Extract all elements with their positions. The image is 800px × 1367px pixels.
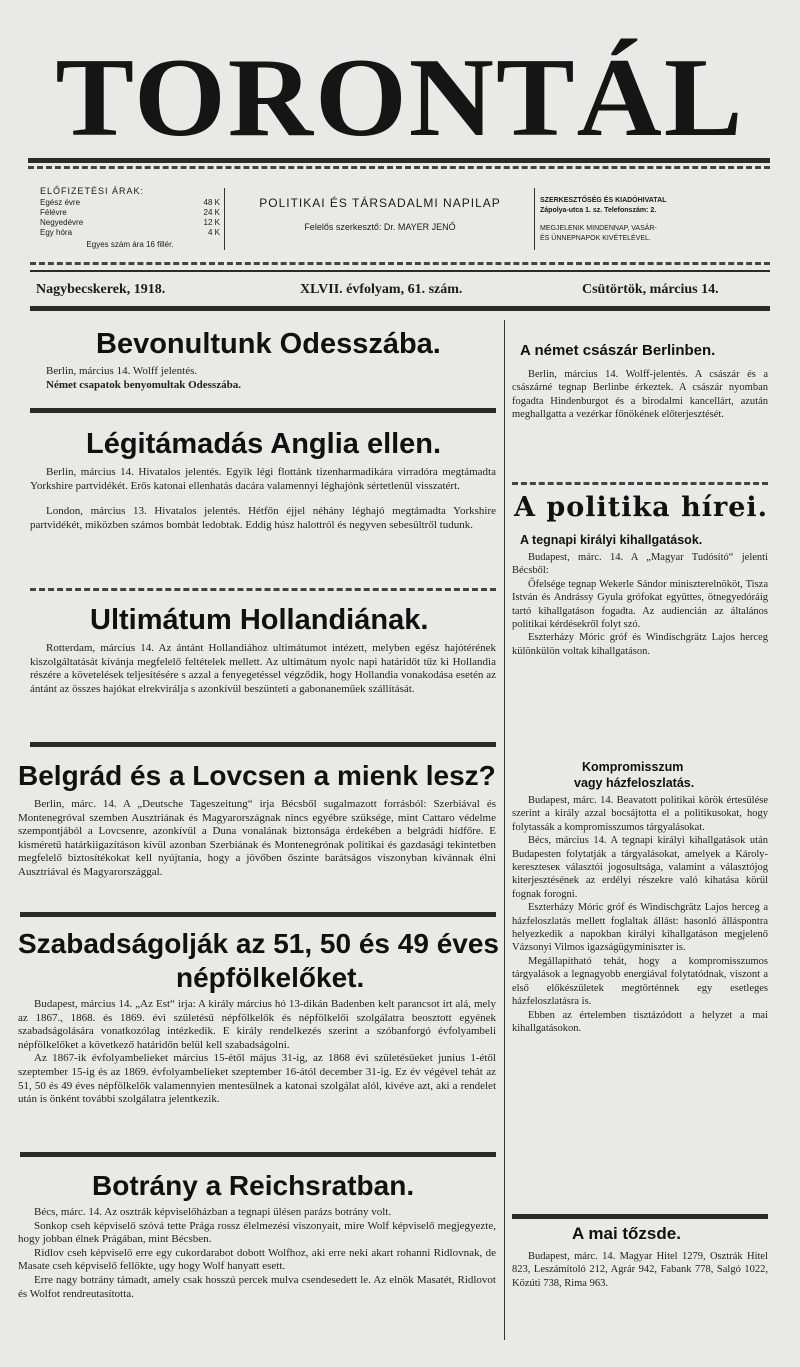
article-paragraph: Őfelsége tegnap Wekerle Sándor miniszterelnököt, Tisza István és Andrássy Gyula grófokat együttes, ötnegyedóráig tartó kihallgatáson fogadta. Az audiencián az általános politikai kérdésekről folyt szó. <box>512 578 768 631</box>
headline-ultimatum: Ultimátum Hollandiának. <box>90 604 429 636</box>
price-row <box>40 228 220 238</box>
article-paragraph: Budapest, márc. 14. Magyar Hitel 1279, Osztrák Hitel 823, Leszámítoló 212, Agrár 942, Fabank 778, Salgó 1022, Közúti 738, Rima 963. <box>512 1251 768 1289</box>
dateline-rule-bottom <box>30 306 770 311</box>
article-paragraph: Rotterdam, március 14. Az ántánt Hollandiához ultimátumot intézett, melyben egész hajótérének kiszolgáltatását kívánja megfelelő feltételek mellett. Az ultimátum nyolc napi határidőt tűz ki Hollandia részére a követelések teljesítésére s azzal a fenyegetéssel végződik, hogy Hollandia vonakodása esetén az ántánt az összes hajókat elrekvirálja s azonkívül beszünteti a gabonaneműek szállítását. <box>30 642 496 695</box>
dateline-day: Csütörtök, március 14. <box>582 282 719 297</box>
header-divider <box>534 188 535 250</box>
prices-title: ELŐFIZETÉSI ÁRAK: <box>40 186 145 196</box>
headline-audiences: A tegnapi királyi kihallgatások. <box>520 533 703 547</box>
article-paragraph: Ebben az értelemben tisztázódott a helyzet a mai kihallgatásokon. <box>512 1009 768 1034</box>
section-title-politics: A politika hírei. <box>514 492 769 523</box>
price-row <box>40 218 220 228</box>
office-address: Zápolya-utca 1. sz. Telefonszám: 2. <box>540 207 657 214</box>
column-divider <box>504 320 505 1340</box>
article-paragraph: Német csapatok benyomultak Odesszába. <box>46 378 241 391</box>
header-divider <box>224 188 225 250</box>
headline-kaiser: A német császár Berlinben. <box>520 342 716 359</box>
price-value: 48 K <box>203 198 220 207</box>
appears-line: MEGJELENIK MINDENNAP, VASÁR- <box>540 225 657 232</box>
article-compromise <box>512 794 768 1035</box>
article-odessa <box>46 365 496 392</box>
article-paragraph: Budapest, március 14. „Az Est“ irja: A király március hó 13-dikán Badenben kelt parancsot írt alá, mely az 1867., 1868. és 1869. évi születésű népfölkelők és népfölkelői szolgálatra beosztott egyének szabadságolására vonatkozólag intézkedik. E király rendelkezés szerint a szóbanforgó évfolyambeli népfölkelőket a következő határidőn belül kell szabadságolni. <box>18 998 496 1051</box>
section-rule <box>20 912 496 917</box>
article-paragraph: Megállapítható tehát, hogy a kompromisszumos tárgyalások a legnagyobb energiával folytatódnak, viszont a első előkészületek megtörténnek egy esetleges házfeloszlatásra is. <box>512 955 768 1008</box>
article-paragraph: Eszterházy Móric gróf és Windischgrätz Lajos herceg különkülön voltak kihallgatáson. <box>512 632 768 657</box>
headline-landstorm-line2: népfölkelőket. <box>176 962 365 993</box>
article-paragraph: Eszterházy Móric gróf és Windischgrätz Lajos herceg a házfeloszlatás mellett foglaltak állást: hasonló álláspontra helyezkedik a napokban királyi kihallgatáson megjelenő Vázsonyi Vilmos igazságügyminiszter is. <box>512 902 768 954</box>
article-landstorm <box>18 998 496 1107</box>
headline-stock-exchange: A mai tőzsde. <box>572 1224 681 1243</box>
article-kaiser <box>512 368 768 422</box>
paper-subtitle: POLITIKAI ÉS TÁRSADALMI NAPILAP <box>259 196 501 210</box>
price-value: 12 K <box>203 218 220 227</box>
masthead-title: TORONTÁL <box>55 35 745 160</box>
price-value: 4 K <box>207 228 220 237</box>
section-rule <box>30 588 496 591</box>
article-paragraph: Berlin, március 14. Wolff-jelentés. A császár és a császárné tegnap Berlinbe érkeztek. A császár nyomban fogadta Hindenburgot és a birodalmi kancellárt, azután meghallgatta a vezérkar főnökének előterjesztését. <box>512 369 768 421</box>
appears-line: ÉS ÜNNEPNAPOK KIVÉTELÉVEL. <box>540 235 651 242</box>
price-row <box>40 208 220 218</box>
article-paragraph: Sonkop cseh képviselő szóvá tette Prága rossz élelmezési viszonyait, mire Wolf képviselő megjegyezte, hogy jobban élnek Prágában, mint Bécsben. <box>18 1219 496 1246</box>
headline-belgrade: Belgrád és a Lovcsen a mienk lesz? <box>18 760 496 791</box>
masthead-rule <box>28 158 770 163</box>
article-paragraph: Bécs, márc. 14. Az osztrák képviselőházban a tegnapi ülésen parázs botrány volt. <box>34 1206 392 1218</box>
dateline-rule <box>30 262 770 265</box>
article-paragraph: Budapest, márc. 14. Beavatott politikai körök értesülése szerint a király azzal bocsájtotta el a politikusokat, hogy folytassák a kompromisszumos tárgyalásokat. <box>512 795 768 833</box>
article-paragraph: Erre nagy botrány támadt, amely csak hosszú percek mulva csendesedett le. Az elnök Masatét, Ridlovot és Wolfot rendreutasította. <box>18 1273 496 1300</box>
section-rule <box>30 742 496 747</box>
article-paragraph: Az 1867-ik évfolyambelieket március 15-étől május 31-ig, az 1868 évi születésűeket junius 1-étől szeptember 15-ig és az 1869. évfolyambelieket szeptember 16-ától december 31-ig. Ez év végével tehát az 51, 50 és 49 éves népfölkelők valamennyien mentesülnek a katonai szolgálat alól, kivéve azt, aki a rendelet után is önként további szolgálatra jelentkezik. <box>18 1052 496 1106</box>
dateline-place: Nagybecskerek, 1918. <box>36 282 166 297</box>
section-rule <box>512 482 768 485</box>
article-airraid <box>30 466 496 532</box>
price-label: Félévre <box>40 208 67 217</box>
headline-compromise-line2: vagy házfeloszlatás. <box>574 776 695 790</box>
article-paragraph: Budapest, márc. 14. A „Magyar Tudósító“ jelenti Bécsből: <box>512 552 768 577</box>
price-label: Egész évre <box>40 198 81 207</box>
headline-airraid: Légitámadás Anglia ellen. <box>86 428 442 460</box>
article-paragraph: Ridlov cseh képviselő erre egy cukordarabot dobott Wolfhoz, aki erre neki akart rohanni Ridlovnak, de Masate cseh képviselő fellökte, ugy hogy Wolf hanyatt esett. <box>18 1246 496 1273</box>
article-paragraph: Bécs, március 14. A tegnapi királyi kihallgatások után Budapesten folytatják a tárgyalásokat, amelyek a Károly-kereszteseк választói jogosultsága, valamint a választójog kiterjesztésének az erdélyi részekre való kihatása körül fognak forogni. <box>512 835 768 900</box>
price-label: Egy hóra <box>40 228 73 237</box>
section-rule <box>20 1152 496 1157</box>
office-line: SZERKESZTŐSÉG ÉS KIADÓHIVATAL <box>540 197 667 204</box>
article-audiences <box>512 551 768 658</box>
masthead-center <box>230 196 530 232</box>
editor-line: Felelős szerkesztő: Dr. MAYER JENŐ <box>304 222 456 232</box>
subscription-prices <box>40 186 220 250</box>
price-value: 24 K <box>203 208 220 217</box>
article-reichsrat <box>18 1206 496 1301</box>
dateline-rule <box>30 270 770 272</box>
office-info <box>540 196 740 244</box>
article-paragraph: Berlin, márc. 14. A „Deutsche Tageszeitung“ irja Bécsből sugalmazott forrásból: Szerbiával és Montenegróval szemben Ausztriának és Magyarországnak nincs egyébre szüksége, mint Cattaro védelme szempontjából a Lovcsenre, azonkívül a Duna vonalának biztonsága érdekében a belgrádi hídfőre. E kisméretű határkiigazításon kívül azonban Szerbiának és Montenegrónak politikai és gazdasági tekintetben megfelelő biztosítékokat kell nyújtania, hogy a jövőben őszinte barátságos viszonyban kívánnak élni Ausztriával és Magyarországgal. <box>18 798 496 878</box>
headline-landstorm: Szabadságolják az 51, 50 és 49 éves <box>18 928 499 959</box>
headline-compromise: Kompromisszum <box>582 760 684 774</box>
article-paragraph: London, március 13. Hivatalos jelentés. Hétfőn éjjel néhány léghajó megtámadta Yorkshire partvidékét, miközben számos bombát ledobtak. Eddig húsz halottról és negyven sebesültről tudunk. <box>30 505 496 531</box>
article-belgrade <box>18 798 496 880</box>
masthead-rule-dashed <box>28 166 770 169</box>
section-rule <box>512 1214 768 1219</box>
article-stock-exchange <box>512 1250 768 1290</box>
price-label: Negyedévre <box>40 218 84 227</box>
article-paragraph: Berlin, március 14. Wolff jelentés. <box>46 365 198 377</box>
price-row <box>40 198 220 208</box>
section-rule <box>30 408 496 413</box>
single-copy-price: Egyes szám ára 16 fillér. <box>86 240 174 249</box>
headline-odessa: Bevonultunk Odesszába. <box>96 328 441 360</box>
dateline-issue: XLVII. évfolyam, 61. szám. <box>300 282 463 297</box>
article-ultimatum <box>30 642 496 696</box>
headline-reichsrat: Botrány a Reichsratban. <box>92 1170 415 1201</box>
article-paragraph: Berlin, március 14. Hivatalos jelentés. Egyik légi flottánk tizenharmadikára virradóra megtámadta Yorkshire partvidékét. Erős katonai ellenhatás dacára valamennyi léghajónk sértetlenül visszatért. <box>30 466 496 492</box>
